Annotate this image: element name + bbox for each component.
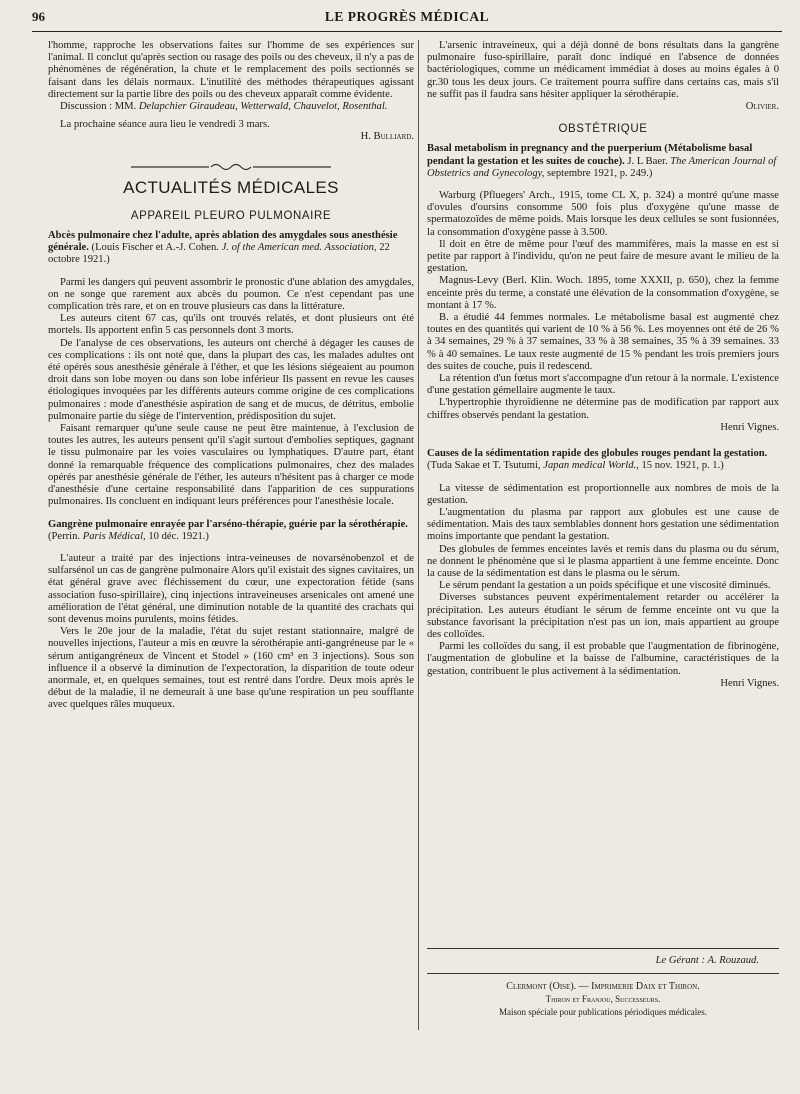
paragraph: Warburg (Pfluegers' Arch., 1915, tome CL X, p. 324) a montré qu'une masse d'ovules d'oursins consomme 500 fois plus d'oxygène qu'une masse de spermatozoïdes de même poids. Mais lorsque les deux cellules se sont fusionnées, la consommation d'oxygène passe à 3.500.	[427, 190, 779, 238]
paragraph: De l'analyse de ces observations, les auteurs ont cherché à dégager les causes de ces complications : ils ont noté que, dans la plupart des cas, les malades adultes ont été opérés sous anesthésie générale à l'éther, et que les lésions siégeaient au poumon droit dans son lobe moyen ou dans son lobe inférieur Ils passent en revue les causes étiologiques invoquées par les différents auteurs comme origine de ces complications pulmonaires : mode d'anesthésie aspiration de sang et de mucus, de détritus, embolie pulmonaire partie du siège de l'intervention, prédisposition du sujet.	[48, 337, 414, 422]
signature-bulliard: H. Bulliard.	[360, 131, 414, 143]
paragraph: Le sérum pendant la gestation a un poids spécifique et une viscosité diminués.	[439, 580, 771, 592]
article-date: 15 nov. 1921, p. 1.)	[641, 460, 724, 472]
next-session: La prochaine séance aura lieu le vendredi 3 mars.	[60, 119, 270, 131]
page-footer	[427, 948, 779, 1019]
paragraph: L'augmentation du plasma par rapport aux globules est une cause de sédimentation. Mais des taux semblables donnent hors gestation une sédimentation moins importante que pendant la gestation.	[427, 506, 779, 543]
paragraph: L'hypertrophie thyroïdienne ne détermine pas de modification par rapport aux chiffres observés pendant la gestation.	[427, 397, 779, 421]
publisher-note: Maison spéciale pour publications périodiques médicales.	[499, 1007, 707, 1018]
paragraph: Magnus-Levy (Berl. Klin. Woch. 1895, tome XXXII, p. 650), chez la femme enceinte près du terme, a constaté une élévation de la consommation d'oxygène, se montant à 17 %.	[427, 275, 779, 311]
article-journal: Paris Médical,	[82, 530, 146, 542]
page-number: 96	[32, 9, 45, 24]
article-date: septembre 1921, p. 249.)	[547, 167, 653, 179]
discussion-label: Discussion : MM.	[60, 101, 137, 113]
paragraph: Parmi les dangers qui peuvent assombrir le pronostic d'une ablation des amygdales, on ne songe que rarement aux abcès du poumon. Ce n'est cependant pas une complication très rare, et on en trouve plusieurs cas dans la littérature.	[48, 276, 414, 313]
paragraph: B. a étudié 44 femmes normales. Le métabolisme basal est augmenté chez toutes en des quantités qui varient de 10 % à 56 %. Les moyennes ont été de 26 % à 34 semaines, 29 % à 37 semaines, 33 % à 38 semaines, 35 % à 39 semaines. 33 % à 40 semaines. Le taux reste augmenté de 15 % pendant les trois premiers jours des suites de couche, puis il redescend.	[427, 312, 779, 372]
ornament-divider	[48, 162, 414, 172]
paragraph: La rétention d'un fœtus mort s'accompagne d'un retour à la normale. L'existence d'une gestation gémellaire augmente le taux.	[427, 373, 779, 397]
article-header-basal-metabolism	[427, 143, 779, 180]
page-header	[32, 8, 782, 28]
successors-line: Thiron et Franjou, Successeurs.	[545, 994, 661, 1005]
paragraph: L'auteur a traité par des injections intra-veineuses de novarsénobenzol et de sulfarsénol un cas de gangrène pulmonaire Alors qu'il existait des signes cavitaires, un état général grave avec fléchissement du cœur, une expectoration fétide (sans association fuso-spirillaire), cinq injections intraveineuses arsenicales ont amené une amélioration de l'état général, une diminution notable de la quantité des crachats qui sont devenus moins purulents, moins fétides.	[48, 552, 414, 625]
paragraph: Faisant remarquer qu'une seule cause ne peut être maintenue, à l'exclusion de toutes les autres, les auteurs pensent qu'il s'agit surtout d'embolies septiques, gagnant le tissu pulmonaire par les voies vasculaires ou lymphatiques. D'autre part, étant donné la remarquable fréquence des complications pulmonaires, chez des malades opérés par anesthésie générale de l'éther, les auteurs n'hésitent pas à charger ce mode d'anesthésie d'une certaine responsabilité dans l'apparition de ces suppurations pulmonaires. Ils concluent en indiquant leurs préférences pour l'anesthésie locale.	[48, 423, 414, 508]
article-journal: Japan medical World.,	[543, 460, 639, 472]
right-column	[427, 40, 779, 690]
discussion-line	[48, 101, 414, 113]
article-title: Causes de la sédimentation rapide des globules rouges pendant la gestation.	[427, 448, 768, 460]
paragraph: L'arsenic intraveineux, qui a déjà donné de bons résultats dans la gangrène pulmonaire fuso-spirillaire, paraît donc indiqué en l'absence de données bactériologiques, comme un médicament immédiat à doses au moins égales à 0 gr.30 tous les deux jours. Ce traitement pourra suffire dans certains cas, mais s'il ne suffit pas il faudra sans hésiter appliquer la sérothérapie.	[427, 40, 779, 100]
article-header-sedimentation	[427, 448, 779, 472]
section-heading-obstetrique: OBSTÉTRIQUE	[558, 123, 648, 136]
paragraph: La vitesse de sédimentation est proportionnelle aux nombres de mois de la gestation.	[427, 482, 779, 506]
article-source: (Tuda Sakae et T. Tsutumi,	[427, 460, 541, 472]
article-title: Gangrène pulmonaire enrayée par l'arséno-thérapie, guérie par la sérothérapie.	[48, 518, 408, 530]
printer-line: Clermont (Oise). — Imprimerie Daix et Thiron.	[506, 981, 700, 993]
gerant-line: Le Gérant : A. Rouzaud.	[655, 955, 759, 966]
footer-rule-bottom	[427, 973, 779, 974]
article-date: 22 octobre 1921.)	[48, 242, 390, 266]
paragraph: Des globules de femmes enceintes lavés et remis dans du plasma ou du sérum, ne donnent le phénomène que si le plasma appartient à une femme enceinte. Donc la cause de la sédimentation est dans le plasma ou le sérum.	[427, 543, 779, 579]
article-journal: J. of the American med. Association,	[221, 242, 377, 254]
article-header-gangrene	[48, 519, 414, 543]
paragraph: Parmi les colloïdes du sang, il est probable que l'augmentation de fibrinogène, l'augmentation de globuline et la baisse de l'albumine, caractéristiques de la gestation, contribuent le plus activement à la sédimentation.	[427, 641, 779, 677]
article-date: 10 déc. 1921.)	[148, 530, 209, 542]
paragraph: Il doit en être de même pour l'œuf des mammifères, mais la masse en est si petite par rapport à l'individu, qu'on ne peut faire de mesure avant le milieu de la gestation.	[427, 238, 779, 275]
footer-rule-top	[427, 948, 779, 949]
signature-olivier: Olivier.	[745, 101, 779, 113]
journal-title: LE PROGRÈS MÉDICAL	[324, 9, 490, 24]
paragraph: Vers le 20e jour de la maladie, l'état du sujet restant stationnaire, malgré de nouvelles injections, l'auteur a mis en œuvre la sérothérapie anti-gangréneuse par le « sérum antigangréneux de Vincent et Stodel » (160 cm³ en 3 injections). Sous son influence il a observé la diminution de l'expectoration, la disparition de toute odeur anormale, et, en quelques semaines, tout est rentré dans l'ordre. Deux mois après le début de la maladie, il ne demeurait à une base qu'une respiration un peu soufflante avec quelques râles muqueux.	[48, 626, 414, 711]
signature-vignes: Henri Vignes.	[720, 421, 779, 433]
column-divider	[418, 40, 419, 1030]
header-rule	[32, 31, 782, 32]
intro-paragraph: l'homme, rapproche les observations faites sur l'homme de ses expériences sur l'animal. Il conclut qu'après section ou rasage des poils ou des cheveux, il n'y a pas de phénomènes de régénération, la chute et le remplacement des poils sectionnés se faisant dans les délais normaux. L'inutilité des méthodes thérapeutiques agissant directement sur la partie libre des poils ou des cheveux apparaît comme évidente.	[48, 40, 414, 100]
article-title: Basal metabolism in pregnancy and the puerperium (Métabolisme basal pendant la gestation et les suites de couche).	[427, 143, 753, 167]
article-source: J. L Baer.	[627, 155, 668, 167]
article-source: (Perrin.	[48, 530, 81, 542]
discussion-names: Delapchier Giraudeau, Wetterwald, Chauvelot, Rosenthal.	[138, 101, 388, 113]
section-heading-pulmonaire: APPAREIL PLEURO PULMONAIRE	[130, 209, 332, 222]
paragraph: Les auteurs citent 67 cas, qu'ils ont trouvés relatés, et dont plusieurs ont été mortels. Ils apportent enfin 5 cas personnels dont 3 morts.	[48, 313, 414, 337]
paragraph: Diverses substances peuvent expérimentalement retarder ou accélérer la précipitation. Les auteurs étudiant le sérum de femme enceinte ont vu que la substance favorisant la précipitation n'est pas un ion, mais appartient au groupe des colloïdes.	[427, 592, 779, 640]
left-column	[48, 40, 414, 712]
article-title: Abcès pulmonaire chez l'adulte, après ablation des amygdales sous anesthésie générale.	[48, 230, 398, 254]
section-main-heading: ACTUALITÉS MÉDICALES	[123, 177, 339, 197]
signature-vignes: Henri Vignes.	[720, 677, 779, 689]
article-source: (Louis Fischer et A.-J. Cohen.	[91, 242, 219, 254]
article-header-abces	[48, 230, 414, 267]
article-journal: The American Journal of Obstetrics and Gynecology,	[427, 155, 777, 179]
